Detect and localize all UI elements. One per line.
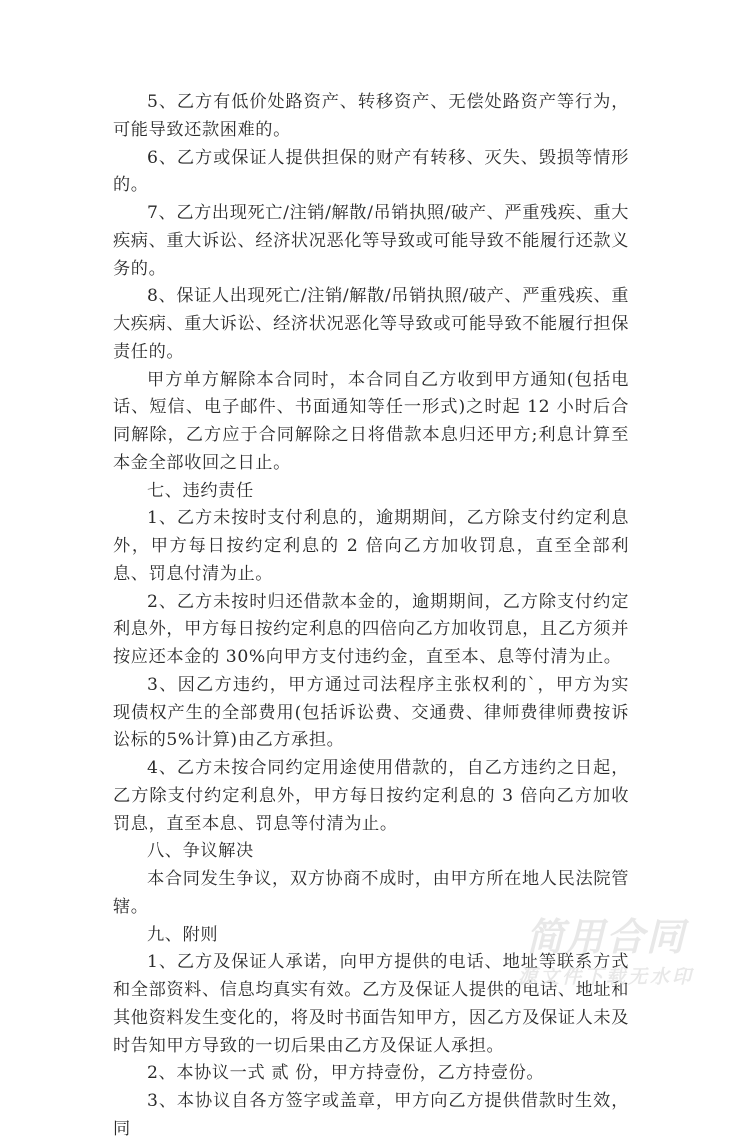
supplementary-clause-1: 1、乙方及保证人承诺，向甲方提供的电话、地址等联系方式和全部资料、信息均真实有效。乙方及保证人提供的电话、地址和其他资料发生变化的，将及时书面告知甲方，因乙方及保证人未及时告知甲方导致的一切后果由乙方及保证人承担。	[113, 952, 629, 1056]
clause-8-guarantor-incapacity: 8、保证人出现死亡/注销/解散/吊销执照/破产、严重残疾、重大疾病、重大诉讼、经济状况恶化等导致或可能导致不能履行担保责任的。	[113, 286, 629, 362]
clause-6-collateral: 6、乙方或保证人提供担保的财产有转移、灭失、毁损等情形的。	[113, 147, 629, 196]
section-heading-supplementary: 九、附则	[147, 924, 219, 945]
breach-clause-1: 1、乙方未按时支付利息的，逾期期间，乙方除支付约定利息外，甲方每日按约定利息的 2 倍向乙方加收罚息，直至全部利息、罚息付清为止。	[113, 508, 629, 584]
watermark-subtitle: 源文件下载无水印	[517, 966, 694, 988]
section-heading-dispute: 八、争议解决	[147, 841, 254, 862]
clause-5-asset-disposal: 5、乙方有低价处路资产、转移资产、无偿处路资产等行为，可能导致还款困难的。	[113, 92, 629, 140]
section-heading-breach: 七、违约责任	[147, 480, 254, 501]
watermark-logo-text: 简用合同	[525, 915, 686, 959]
supplementary-clause-3: 3、本协议自各方签字或盖章，甲方向乙方提供借款时生效，同	[113, 1091, 629, 1139]
termination-paragraph: 甲方单方解除本合同时，本合同自乙方收到甲方通知(包括电话、短信、电子邮件、书面通知等任一形式)之时起 12 小时后合同解除，乙方应于合同解除之日将借款本息归还甲方;利息计算至本金全部收回之日止。	[113, 369, 629, 473]
supplementary-clause-2: 2、本协议一式 贰 份，甲方持壹份，乙方持壹份。	[147, 1063, 545, 1084]
breach-clause-3: 3、因乙方违约，甲方通过司法程序主张权利的`，甲方为实现债权产生的全部费用(包括诉讼费、交通费、律师费律师费按诉讼标的5%计算)由乙方承担。	[113, 674, 629, 751]
dispute-clause: 本合同发生争议，双方协商不成时，由甲方所在地人民法院管辖。	[113, 869, 629, 917]
breach-clause-4: 4、乙方未按合同约定用途使用借款的，自乙方违约之日起，乙方除支付约定利息外，甲方每日按约定利息的 3 倍向乙方加收罚息，直至本息、罚息等付清为止。	[113, 758, 629, 834]
clause-7-borrower-incapacity: 7、乙方出现死亡/注销/解散/吊销执照/破产、严重残疾、重大疾病、重大诉讼、经济状况恶化等导致或可能导致不能履行还款义务的。	[113, 203, 629, 279]
breach-clause-2: 2、乙方未按时归还借款本金的，逾期期间，乙方除支付约定利息外，甲方每日按约定利息的四倍向乙方加收罚息，且乙方须并按应还本金的 30%向甲方支付违约金，直至本、息等付清为止。	[113, 591, 629, 667]
document-body	[113, 89, 629, 1144]
